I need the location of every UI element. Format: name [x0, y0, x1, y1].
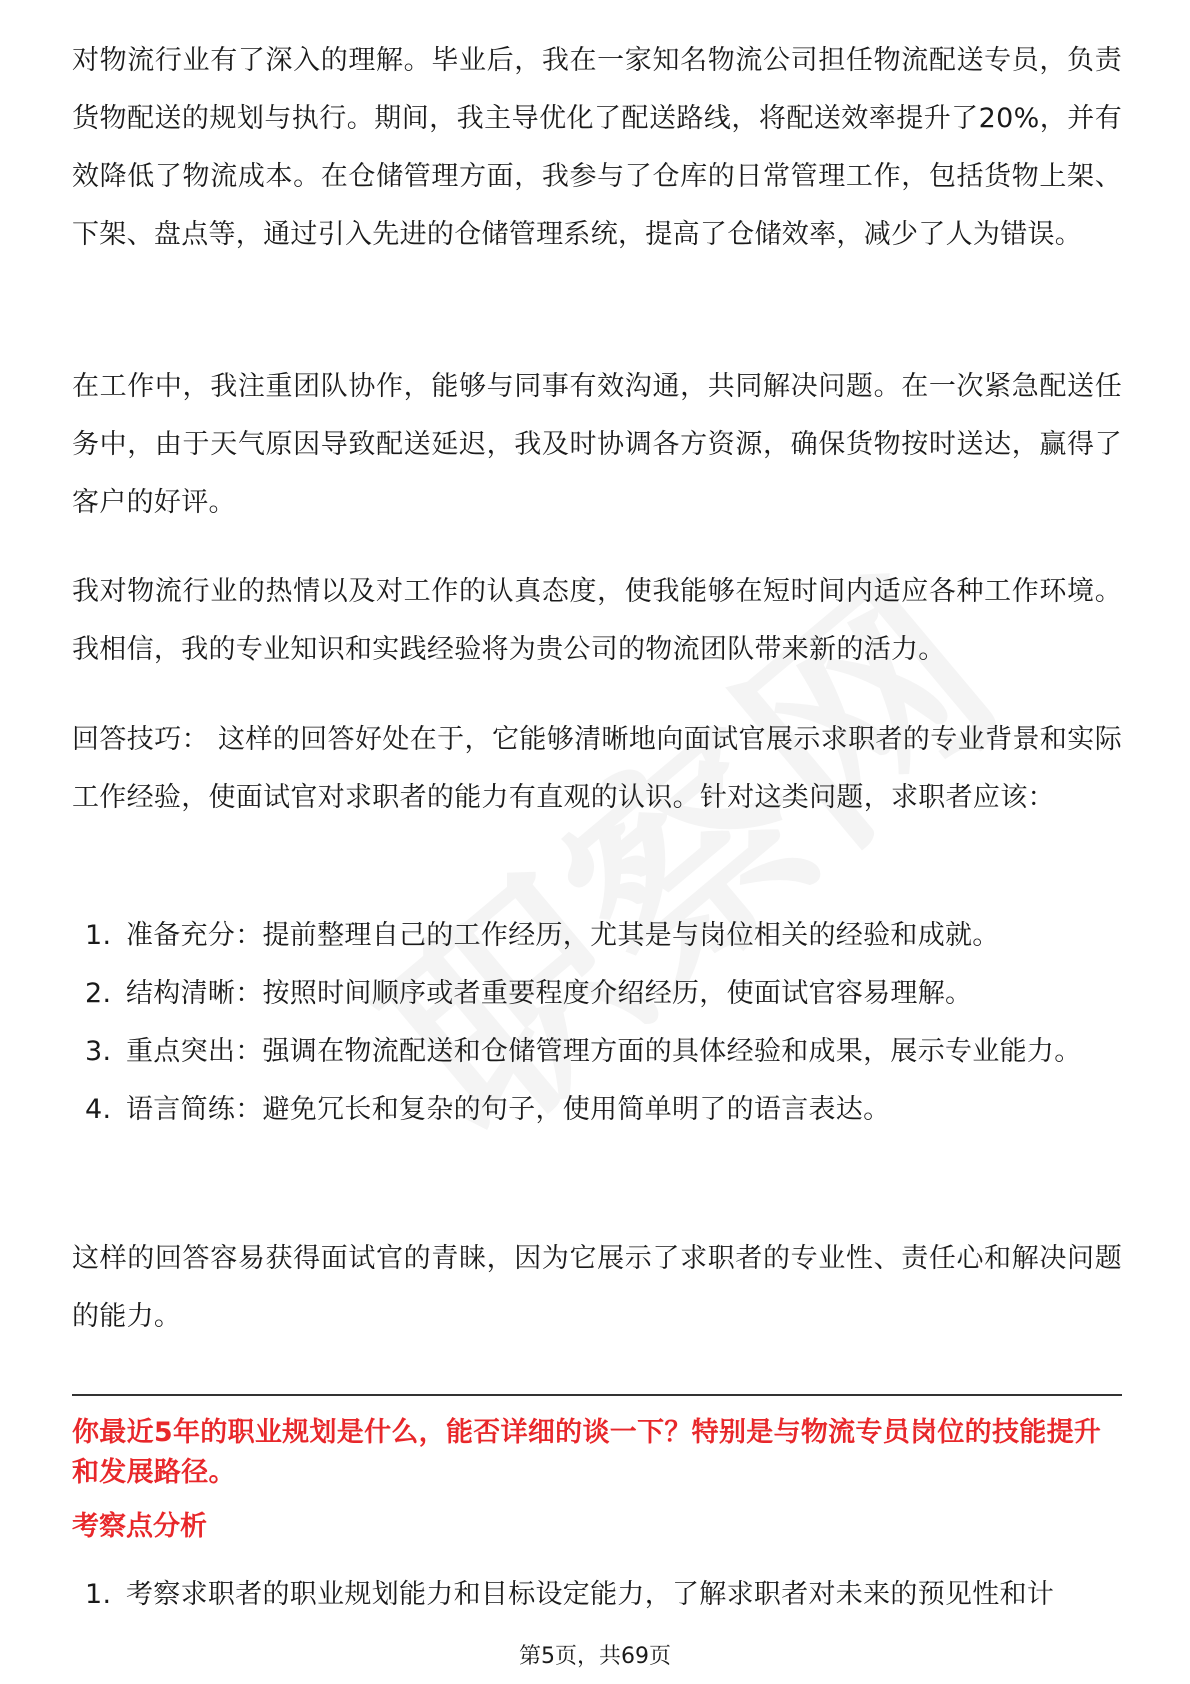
list-item-text: 考察求职者的职业规划能力和目标设定能力，了解求职者对未来的预见性和计: [126, 1579, 1055, 1610]
list-item-number: 2.: [85, 978, 112, 1009]
list-item-number: 3.: [85, 1036, 112, 1067]
paragraph-work-experience: 对物流行业有了深入的理解。毕业后，我在一家知名物流公司担任物流配送专员，负责货物配送的规划与执行。期间，我主导优化了配送路线，将配送效率提升了20%，并有效降低了物流成本。在仓储管理方面，我参与了仓库的日常管理工作，包括货物上架、下架、盘点等，通过引入先进的仓储管理系统，提高了仓储效率，减少了人为错误。: [72, 45, 1122, 250]
interview-question: 你最近5年的职业规划是什么，能否详细的谈一下？特别是与物流专员岗位的技能提升和发展路径。: [72, 1417, 1102, 1488]
list-item: [72, 965, 1122, 1023]
analysis-heading: 考察点分析: [72, 1511, 207, 1542]
page-footer: 第5页，共69页: [519, 1644, 671, 1669]
list-item: [72, 1023, 1122, 1081]
section-divider: [72, 1394, 1122, 1396]
list-item: [72, 1566, 1122, 1624]
paragraph-answer-tips: 回答技巧： 这样的回答好处在于，它能够清晰地向面试官展示求职者的专业背景和实际工作经验，使面试官对求职者的能力有直观的认识。针对这类问题，求职者应该：: [72, 724, 1122, 813]
list-item-text: 语言简练：避免冗长和复杂的句子，使用简单明了的语言表达。: [126, 1094, 891, 1125]
list-item-text: 结构清晰：按照时间顺序或者重要程度介绍经历，使面试官容易理解。: [126, 978, 973, 1009]
paragraph-passion: 我对物流行业的热情以及对工作的认真态度，使我能够在短时间内适应各种工作环境。我相信，我的专业知识和实践经验将为贵公司的物流团队带来新的活力。: [72, 576, 1122, 665]
list-item-number: 1.: [85, 1579, 112, 1610]
list-item: [72, 907, 1122, 965]
paragraph-conclusion: 这样的回答容易获得面试官的青睐，因为它展示了求职者的专业性、责任心和解决问题的能力。: [72, 1243, 1122, 1332]
list-item: [72, 1081, 1122, 1139]
analysis-list: [72, 1566, 1122, 1624]
list-item-text: 准备充分：提前整理自己的工作经历，尤其是与岗位相关的经验和成就。: [126, 920, 1000, 951]
list-item-number: 4.: [85, 1094, 112, 1125]
list-item-number: 1.: [85, 920, 112, 951]
tips-list: [72, 907, 1122, 1139]
list-item-text: 重点突出：强调在物流配送和仓储管理方面的具体经验和成果，展示专业能力。: [126, 1036, 1082, 1067]
paragraph-teamwork: 在工作中，我注重团队协作，能够与同事有效沟通，共同解决问题。在一次紧急配送任务中，由于天气原因导致配送延迟，我及时协调各方资源，确保货物按时送达，赢得了客户的好评。: [72, 371, 1122, 518]
